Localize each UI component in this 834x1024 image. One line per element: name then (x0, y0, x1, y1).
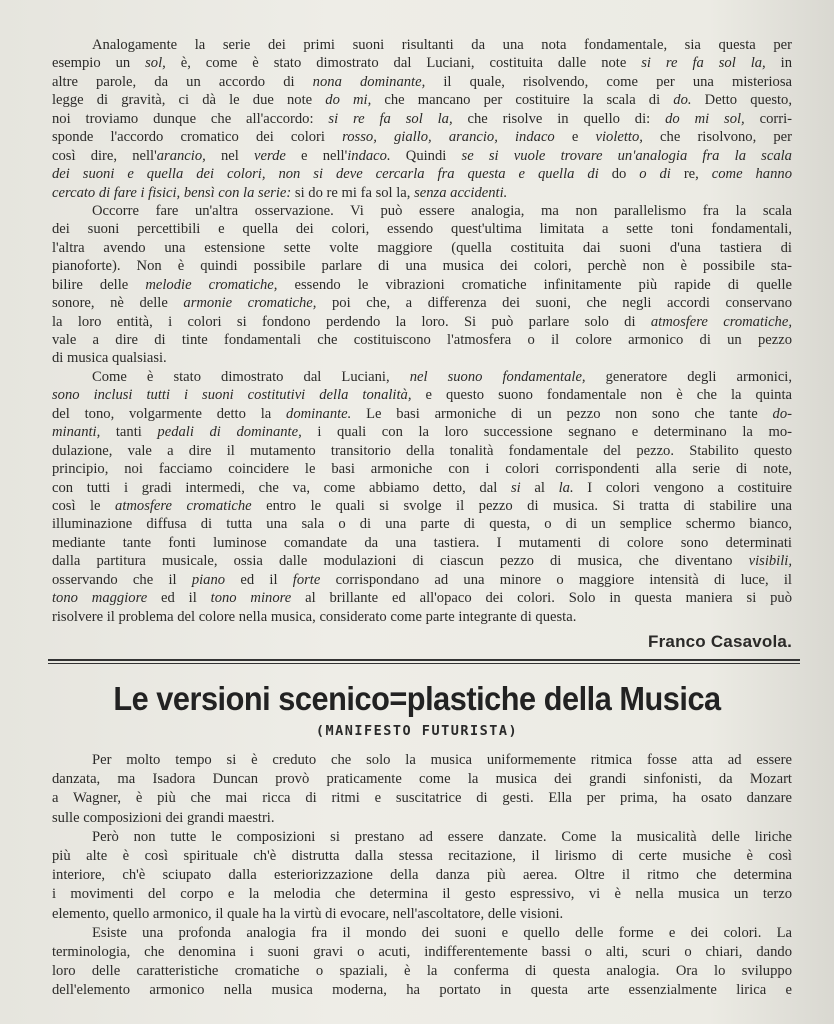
text-line (52, 184, 792, 202)
italic-text: forte (292, 571, 321, 588)
italic-text: violetto, (595, 129, 643, 146)
italic-text: sono inclusi tutti i suoni costitutivi della tonalità, (52, 387, 412, 404)
text-run: Per molto tempo si è creduto che solo la musica uniformemente ritmica fosse atta ad essere (92, 752, 792, 768)
text-line (52, 165, 792, 183)
text-run: dulazione, vale a dire il mutamento transitorio della tonalità fondamentale del pezzo. Stabilito questo (52, 442, 792, 459)
article-subtitle: (MANIFESTO FUTURISTA) (315, 723, 519, 739)
italic-text: si re fa sol la, (641, 55, 766, 72)
text-run: poi che, a differenza dei suoni, che negli accordi conservano (316, 295, 792, 312)
text-line (52, 608, 792, 626)
text-run: entro le quali si svolge il pezzo di musica. Si tratta di stabilire una (251, 497, 792, 514)
text-run: do (598, 166, 640, 183)
italic-text: come hanno (711, 166, 792, 183)
text-line (52, 73, 792, 91)
italic-text: si (510, 479, 521, 496)
text-run: vale a dire di tinte fondamentali che costituiscono l'atmosfera o il colore armonico di un pezzo (52, 332, 792, 348)
text-run: sponde l'accordo cromatico dei colori (52, 129, 343, 146)
text-line (52, 276, 792, 294)
text-line (52, 331, 792, 349)
text-run: nel (205, 147, 254, 164)
text-run: che risolvono, per (642, 129, 792, 146)
text-run: in (765, 55, 793, 72)
text-run: generatore degli armonici, (585, 368, 793, 385)
text-run: così dire, nell' (52, 147, 157, 164)
text-line (52, 552, 792, 570)
text-run: Però non tutte le composizioni si prestano ad essere danzate. Come la musicalità delle liriche (92, 828, 792, 845)
text-run: che risolve in quello di: (452, 110, 666, 127)
italic-text: nel suono fondamentale, (409, 368, 586, 385)
text-run: re, (670, 166, 712, 183)
article-casavola-body (52, 36, 792, 626)
text-run: e (554, 129, 596, 146)
text-line (52, 479, 792, 497)
italic-text: atmosfere cromatiche, (650, 313, 792, 330)
text-line (52, 885, 792, 904)
text-run: più alte è così spirituale ch'è distrutta dalla stessa recitazione, il lirismo di certe musiche è così (52, 847, 792, 864)
text-run: corri- (744, 110, 793, 127)
text-run: del tono, volgarmente detto la (52, 405, 287, 422)
text-line (52, 405, 792, 423)
text-run: mediante tante fonti luminose comandate da una tastiera. I mutamenti di colore sono determinati (52, 534, 792, 551)
text-run: legge di gravità, ci dà le due note (52, 92, 326, 109)
text-run: noi troviamo dunque che all'accordo: (52, 110, 329, 127)
italic-text: do mi sol, (665, 110, 745, 127)
text-run: dalla partitura musicale, ossia dalle modulazioni di ciascun pezzo di musica, che diventano (52, 553, 749, 570)
author-signature: Franco Casavola. (648, 632, 792, 651)
text-line (52, 257, 792, 275)
italic-text: si re fa sol la, (328, 110, 453, 127)
text-run: altre parole, da un accordo di (52, 73, 313, 90)
text-line (52, 497, 792, 515)
text-run: tanti (100, 424, 158, 441)
text-run: la loro entità, i colori si fondono perdendo la loro. Si può parlare solo di (52, 313, 651, 330)
text-run: al brillante ed all'opaco dei colori. Solo in questa maniera si può (291, 590, 792, 607)
text-line (52, 368, 792, 386)
text-run: e questo suono fondamentale non è che la quinta (411, 387, 792, 404)
text-line (52, 54, 792, 72)
text-run: Le basi armoniche di un pezzo non sono che tante (351, 405, 773, 422)
italic-text: atmosfere cromatiche (115, 497, 252, 514)
text-run: sulle composizioni dei grandi maestri. (52, 809, 275, 826)
text-run: i quali con la loro successione segnano e determinano la mo- (301, 424, 792, 441)
text-run: l'altra avendo una estensione sette volte maggiore (quella costituita dai suoni d'una tastiera di (52, 239, 792, 256)
italic-text: do- (772, 405, 792, 422)
text-line (52, 515, 792, 533)
text-line (52, 866, 792, 885)
text-line (52, 789, 792, 808)
text-run: di musica qualsiasi. (52, 350, 167, 367)
text-run: essendo le vibrazioni cromatiche infinitamente più rapide di quelle (277, 276, 792, 293)
text-line (52, 110, 792, 128)
text-run: interiore, ch'è sciupato dalla esteriorizzazione della danza più aerea. Oltre il ritmo che determina (52, 867, 792, 884)
text-run: al (520, 479, 559, 496)
italic-text: dei suoni e quella dei colori, non si deve cercarla fra questa e quella di (52, 166, 599, 183)
italic-text: tono maggiore (52, 590, 148, 607)
text-line (52, 128, 792, 146)
italic-text: dominante. (286, 405, 352, 422)
text-run: dei suoni percettibili e quella dei colori, essendo quest'ultima limitata a sette toni fondamentali, (52, 221, 792, 238)
text-run: osservando che il (52, 571, 192, 588)
italic-text: senza accidenti. (414, 184, 508, 201)
italic-text: pedali di dominante, (157, 424, 302, 441)
italic-text: visibili, (748, 553, 792, 570)
text-line (52, 460, 792, 478)
text-run: così le (52, 497, 116, 514)
text-line (52, 349, 792, 367)
text-line (52, 751, 792, 770)
text-line (52, 91, 792, 109)
italic-text: la. (558, 479, 574, 496)
text-run: che mancano per costituire la scala di (371, 92, 674, 109)
text-line (52, 962, 792, 981)
italic-text: indaco. (347, 147, 391, 164)
italic-text: verde (254, 147, 286, 164)
text-run: danzata, ma Isadora Duncan provò praticamente come la musica dei grandi sinfonisti, da Mozart (52, 771, 792, 788)
section-divider (48, 659, 800, 664)
text-run: si do re mi fa sol la, (291, 184, 415, 201)
text-run: I colori vengono a costituire (573, 479, 792, 496)
text-line (52, 239, 792, 257)
text-run: Esiste una profonda analogia fra il mondo dei suoni e quello delle forme e dei colori. La (92, 924, 792, 941)
text-line (52, 770, 792, 789)
text-run: terminologia, che denomina i suoni gravi o acuti, indifferentemente bassi o alti, scuri o chiari, dando (52, 943, 792, 960)
italic-text: do mi, (325, 92, 372, 109)
text-run: elemento, quello armonico, il quale ha la virtù di evocare, nell'ascoltatore, delle visioni. (52, 905, 564, 922)
text-run: con tutti i gradi intermedi, che va, come abbiamo detto, dal (52, 479, 511, 496)
text-run: il quale, risolvendo, come per una misteriosa (425, 73, 793, 90)
text-line (52, 534, 792, 552)
text-run: Quindi (390, 147, 462, 164)
text-run: loro delle caratteristiche cromatiche o spaziali, è la conferma di questa analogia. Ora lo sviluppo (52, 963, 792, 980)
text-run: ed il (147, 590, 211, 607)
text-run: Come è stato dimostrato dal Luciani, (92, 368, 410, 385)
text-run: esempio un (52, 55, 146, 72)
text-run: ed il (225, 571, 293, 588)
text-line (52, 809, 792, 828)
text-line (52, 589, 792, 607)
text-line (52, 294, 792, 312)
text-line (52, 386, 792, 404)
italic-text: cercato di fare i fisici, bensì con la serie: (52, 184, 292, 201)
text-run: principio, noi facciamo coincidere le basi armoniche con i colori corrispondenti alla serie di note, (52, 461, 792, 478)
text-run: risolvere il problema del colore nella musica, considerato come parte integrante di questa. (52, 608, 577, 625)
text-line (52, 571, 792, 589)
italic-text: o di (639, 166, 671, 183)
text-run: bilire delle (52, 276, 146, 293)
text-line (52, 905, 792, 924)
text-line (52, 981, 792, 1000)
italic-text: tono minore (210, 590, 292, 607)
text-run: illuminazione diffusa di tutta una sala o di una parte di questa, o di un semplice schermo bianco, (52, 516, 792, 533)
text-run: è, come è stato dimostrato dal Luciani, costituita dalle note (165, 55, 642, 72)
text-run: Occorre fare un'altra osservazione. Vi può essere analogia, ma non parallelismo fra la scala (92, 202, 792, 219)
text-run: Detto questo, (691, 92, 792, 109)
text-run: sonore, nè delle (52, 295, 184, 312)
text-line (52, 423, 792, 441)
text-run: e nell' (285, 147, 348, 164)
italic-text: piano (191, 571, 226, 588)
italic-text: arancio, (156, 147, 206, 164)
italic-text: do. (673, 92, 692, 109)
text-line (52, 828, 792, 847)
text-line (52, 220, 792, 238)
text-run: i movimenti del corpo e la melodia che determina il gesto espressivo, vi è nella musica un terzo (52, 886, 792, 903)
text-line (52, 202, 792, 220)
italic-text: nona dominante, (312, 73, 426, 90)
italic-text: se si vuole trovare un'analogia fra la scala (461, 147, 792, 164)
text-line (52, 924, 792, 943)
italic-text: sol, (145, 55, 166, 72)
italic-text: minanti, (52, 424, 101, 441)
text-run: dell'elemento armonico nella musica moderna, ha portato in questa arte essenzialmente lirica e (52, 982, 792, 999)
text-line (52, 147, 792, 165)
text-run: Analogamente la serie dei primi suoni risultanti da una nota fondamentale, sia questa per (92, 37, 792, 53)
article-title: Le versioni scenico=plastiche della Musica (113, 680, 721, 717)
text-run: pianoforte). Non è quindi possibile parlare di una musica dei colori, perchè non è possibile sta- (52, 258, 792, 275)
text-run: corrispondano ad una minore o maggiore intensità di luce, il (320, 571, 792, 588)
text-line (52, 943, 792, 962)
italic-text: rosso, giallo, arancio, indaco (342, 129, 555, 146)
text-line (52, 847, 792, 866)
text-run: a Wagner, è più che mai ricca di ritmi e suscitatrice di gesti. Ella per prima, ha osato danzare (52, 790, 792, 807)
italic-text: armonie cromatiche, (183, 295, 317, 312)
text-line (52, 313, 792, 331)
text-line (52, 442, 792, 460)
text-line (52, 36, 792, 54)
italic-text: melodie cromatiche, (145, 276, 278, 293)
article-manifesto-body (52, 751, 792, 1000)
